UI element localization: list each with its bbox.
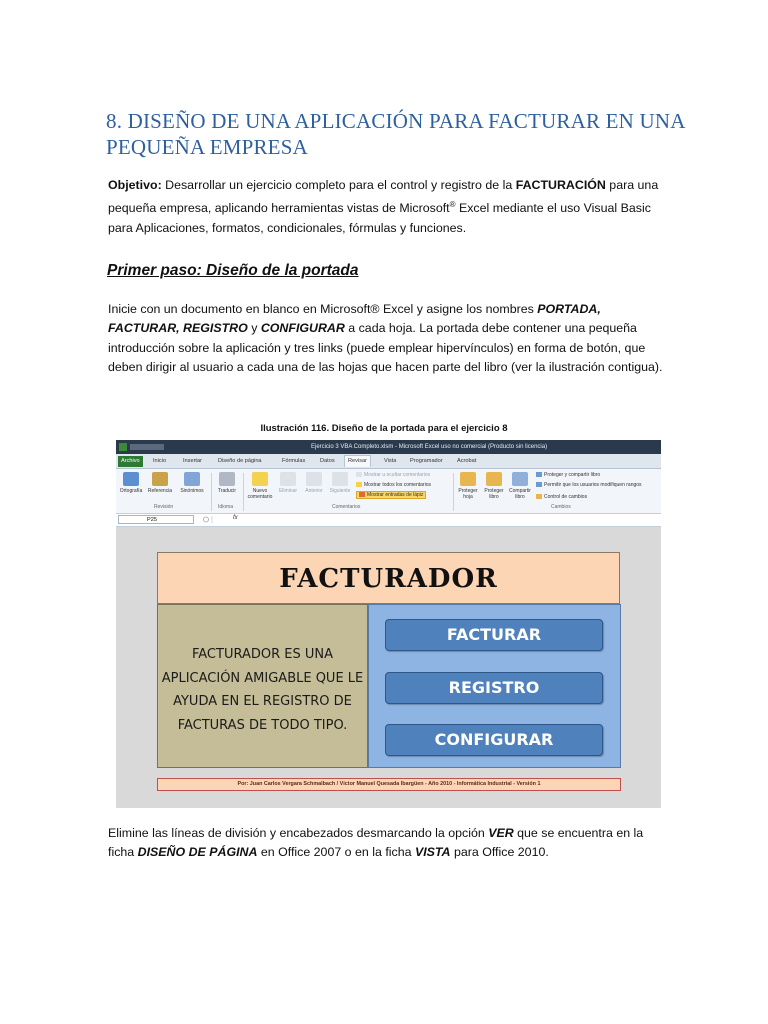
objective-paragraph — [108, 176, 668, 238]
facturar-button[interactable]: FACTURAR — [385, 619, 603, 651]
delete-comment-label: Eliminar — [278, 488, 298, 494]
keyword-vista: VISTA — [414, 845, 451, 860]
step2-text-1: Elimine las líneas de división y encabezados desmarcando la opción — [108, 826, 489, 840]
app-description: FACTURADOR ES UNA APLICACIÓN AMIGABLE QUE LE AYUDA EN EL REGISTRO DE FACTURAS DE TODO TIPO. — [161, 647, 364, 733]
track-changes-item[interactable] — [536, 494, 587, 501]
objective-keyword: FACTURACIÓN — [515, 178, 606, 192]
protect-workbook-button[interactable] — [481, 472, 507, 500]
group-separator — [211, 473, 212, 511]
protect-sheet-label: Proteger hoja — [458, 488, 478, 500]
protect-share-icon — [536, 472, 542, 477]
group-label-idioma: Idioma — [218, 504, 234, 510]
ink-icon — [359, 492, 365, 497]
tab-archivo[interactable]: Archivo — [118, 456, 143, 467]
tab-formulas[interactable]: Fórmulas — [282, 458, 306, 464]
show-hide-comments-label: Mostrar u ocultar comentarios — [364, 472, 431, 478]
cover-banner — [157, 552, 620, 604]
keyword-ver: VER — [488, 826, 514, 840]
subheading: Primer paso: Diseño de la portada — [107, 262, 359, 279]
new-comment-label: Nuevo comentario — [247, 488, 273, 500]
track-changes-icon — [536, 494, 542, 499]
credits-footer: Por: Juan Carlos Vergara Schmalbach / Víctor Manuel Quesada Ibargüen - Año 2010 - Informática Industrial - Versión 1 — [157, 778, 621, 791]
objective-text-3: Excel mediante el uso Visual Basic para Aplicaciones, formatos, condicionales, fórmulas y funciones. — [108, 201, 651, 235]
protect-share-item[interactable] — [536, 472, 600, 479]
next-comment-label: Siguiente — [329, 488, 351, 494]
comments-icon — [356, 482, 362, 487]
spelling-button[interactable] — [118, 472, 144, 494]
excel-screenshot — [116, 440, 661, 808]
keyword-diseno-pagina: DISEÑO DE PÁGINA — [137, 845, 258, 860]
new-comment-button[interactable] — [247, 472, 273, 500]
tab-insertar[interactable]: Insertar — [183, 458, 202, 464]
step1-text-1: Inicie con un documento en blanco en Microsoft® Excel y asigne los nombres — [108, 302, 538, 316]
objective-text-1: Desarrollar un ejercicio completo para el control y registro de la — [161, 178, 516, 192]
quick-access-toolbar — [130, 444, 164, 450]
protect-sheet-button[interactable] — [455, 472, 481, 500]
allow-edit-icon — [536, 482, 542, 487]
tab-vista[interactable]: Vista — [384, 458, 397, 464]
tab-programador[interactable]: Programador — [410, 458, 443, 464]
thesaurus-icon — [184, 472, 200, 486]
registro-button[interactable]: REGISTRO — [385, 672, 603, 704]
protect-workbook-icon — [486, 472, 502, 486]
protect-workbook-label: Proteger libro — [484, 488, 504, 500]
section-heading: 8. DISEÑO DE UNA APLICACIÓN PARA FACTURAR EN UNA PEQUEÑA EMPRESA — [106, 109, 685, 159]
excel-logo-icon — [119, 443, 127, 451]
fx-icon[interactable]: fx — [233, 515, 238, 521]
new-comment-icon — [252, 472, 268, 486]
step1-text-3: a cada hoja. La portada debe contener una pequeña introducción sobre la aplicación y tres links (puede emplear hipervínculos) en forma de botón, que deben dirigir al usuario a cada una de las hojas que hacen parte del libro (ver la ilustración contigua). — [108, 321, 663, 375]
allow-edit-ranges-label: Permitir que los usuarios modifiquen rangos — [544, 482, 642, 488]
step2-text-4: para Office 2010. — [450, 845, 549, 860]
tab-revisar[interactable]: Revisar — [344, 455, 371, 467]
sheet-names-facturar-registro: FACTURAR, REGISTRO — [108, 321, 248, 336]
show-all-comments-item[interactable] — [356, 482, 431, 489]
spelling-label: Ortografía — [119, 488, 143, 494]
protect-share-label: Proteger y compartir libro — [544, 472, 601, 478]
show-hide-comments-item[interactable] — [356, 472, 430, 479]
ribbon — [116, 469, 661, 514]
next-comment-icon — [332, 472, 348, 486]
translate-button[interactable] — [214, 472, 240, 494]
translate-label: Traducir — [217, 488, 237, 494]
previous-comment-label: Anterior — [305, 488, 323, 494]
show-ink-item[interactable] — [356, 492, 426, 499]
step1-paragraph — [108, 300, 668, 378]
step2-paragraph — [108, 824, 668, 863]
description-panel — [157, 604, 368, 768]
step1-text-2: y — [247, 321, 261, 336]
track-changes-label: Control de cambios — [544, 494, 588, 500]
formula-controls-icon — [202, 516, 226, 523]
previous-comment-button[interactable] — [301, 472, 327, 494]
navigation-panel — [368, 604, 621, 768]
objective-text-2: para una pequeña empresa, aplicando herramientas vistas de Microsoft — [108, 178, 659, 216]
tab-datos[interactable]: Datos — [320, 458, 335, 464]
research-label: Referencia — [147, 488, 173, 494]
configurar-button[interactable]: CONFIGURAR — [385, 724, 603, 756]
next-comment-button[interactable] — [327, 472, 353, 494]
figure-caption: Ilustración 116. Diseño de la portada para el ejercicio 8 — [260, 423, 508, 434]
thesaurus-label: Sinónimos — [180, 488, 204, 494]
excel-title-bar — [116, 440, 661, 454]
step2-text-3: en Office 2007 o en la ficha — [257, 845, 415, 860]
group-separator — [453, 473, 454, 511]
sheet-name-portada: PORTADA, — [537, 302, 601, 316]
thesaurus-button[interactable] — [179, 472, 205, 494]
group-label-comentarios: Comentarios — [332, 504, 361, 510]
research-icon — [152, 472, 168, 486]
group-separator — [243, 473, 244, 511]
excel-window-title: Ejercicio 3 VBA Completo.xlsm - Microsoft Excel uso no comercial (Producto sin licencia) — [311, 444, 548, 450]
tab-acrobat[interactable]: Acrobat — [457, 458, 477, 464]
comment-icon — [356, 472, 362, 477]
step2-text-2: que se encuentra en la ficha — [108, 826, 644, 860]
formula-bar — [116, 514, 661, 527]
registered-mark: ® — [449, 200, 456, 210]
protect-sheet-icon — [460, 472, 476, 486]
banner-title: FACTURADOR — [279, 564, 498, 594]
share-workbook-button[interactable] — [507, 472, 533, 500]
sheet-name-configurar: CONFIGURAR — [260, 321, 345, 336]
delete-comment-button[interactable] — [275, 472, 301, 494]
group-label-revision: Revisión — [154, 504, 174, 510]
previous-comment-icon — [306, 472, 322, 486]
translate-icon — [219, 472, 235, 486]
share-workbook-label: Compartir libro — [509, 488, 531, 500]
allow-edit-ranges-item[interactable] — [536, 482, 642, 489]
show-all-comments-label: Mostrar todos los comentarios — [364, 482, 431, 488]
group-label-cambios: Cambios — [551, 504, 571, 510]
objective-label: Objetivo: — [108, 178, 162, 192]
spelling-icon — [123, 472, 139, 486]
tab-inicio[interactable]: Inicio — [153, 458, 167, 464]
research-button[interactable] — [147, 472, 173, 494]
show-ink-label: Mostrar entradas de lápiz — [367, 492, 424, 498]
share-workbook-icon — [512, 472, 528, 486]
delete-comment-icon — [280, 472, 296, 486]
name-box[interactable]: P25 — [118, 515, 194, 524]
tab-diseno-pagina[interactable]: Diseño de página — [218, 458, 262, 464]
ribbon-tabs — [116, 454, 661, 469]
